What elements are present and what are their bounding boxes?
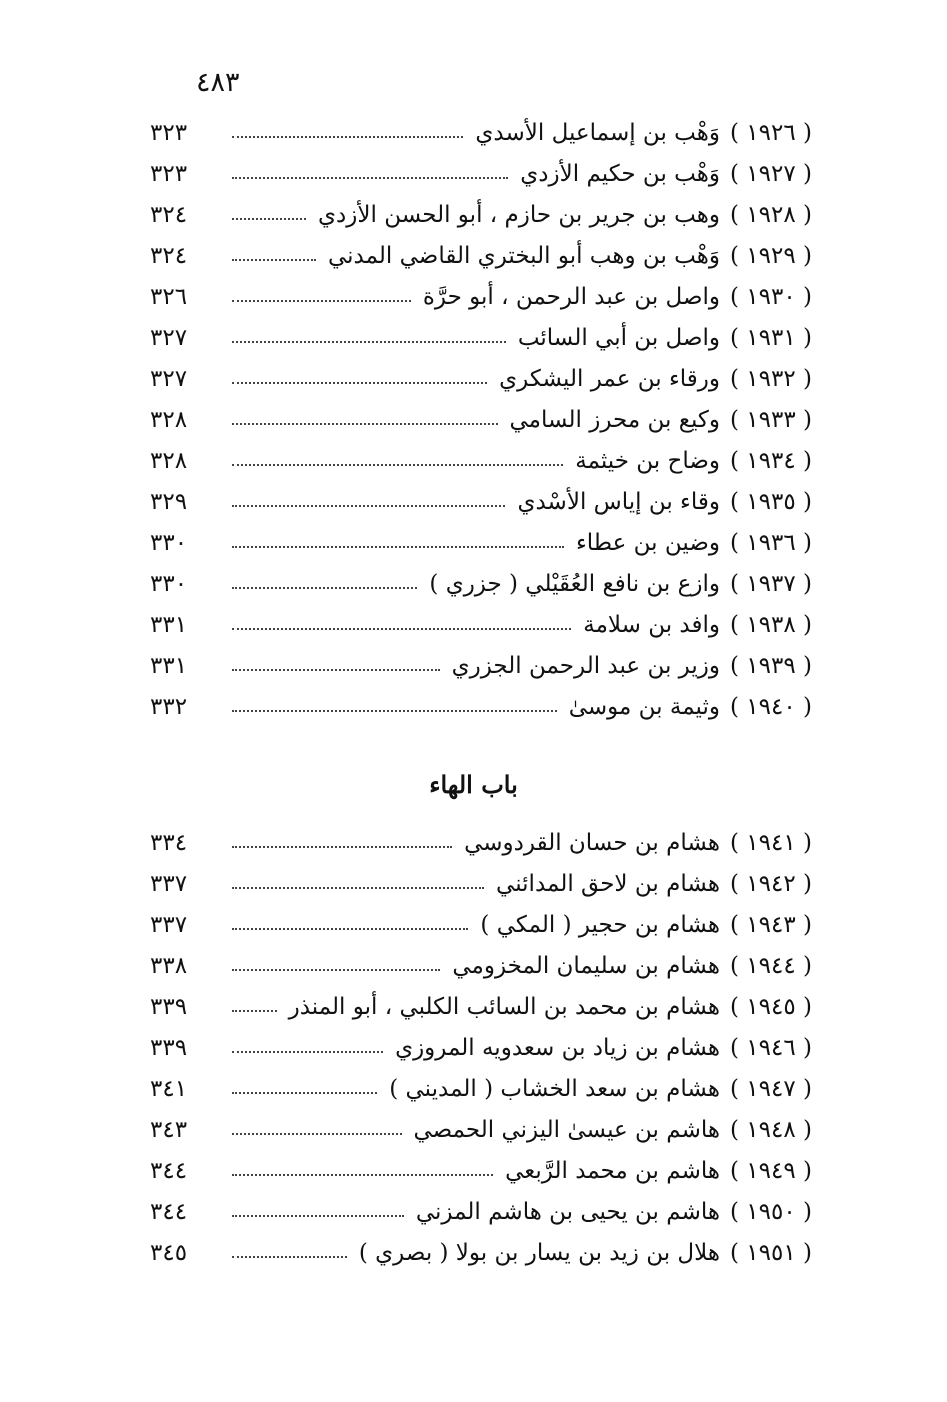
dot-leader	[232, 669, 440, 671]
entry-number: ( ١٩٣٤ )	[729, 447, 812, 474]
index-entry	[150, 235, 812, 276]
entry-name: هشام بن سليمان المخزومي	[452, 952, 720, 979]
index-entry	[150, 440, 812, 481]
entry-name: ورقاء بن عمر اليشكري	[499, 365, 720, 392]
dot-leader	[232, 423, 498, 425]
index-entry	[150, 276, 812, 317]
dot-leader	[232, 628, 571, 630]
entry-page: ٣٣٧	[150, 870, 188, 897]
index-entry	[150, 822, 812, 863]
index-entry	[150, 645, 812, 686]
dot-leader	[232, 505, 505, 507]
entry-page: ٣٣٤	[150, 829, 188, 856]
entry-page: ٣٣٢	[150, 693, 188, 720]
entry-name: وضين بن عطاء	[575, 529, 720, 556]
index-entry	[150, 986, 812, 1027]
entry-number: ( ١٩٥٠ )	[729, 1198, 812, 1225]
entry-page: ٣٢٣	[150, 119, 188, 146]
entry-page: ٣٢٧	[150, 365, 188, 392]
dot-leader	[232, 1092, 377, 1094]
entry-page: ٣٤١	[150, 1075, 188, 1102]
entry-number: ( ١٩٤٤ )	[729, 952, 812, 979]
index-entry	[150, 112, 812, 153]
entry-number: ( ١٩٣٩ )	[729, 652, 812, 679]
entry-page: ٣٢٤	[150, 201, 188, 228]
entry-name: وَهْب بن إسماعيل الأسدي	[475, 119, 720, 146]
entry-name: وقاء بن إياس الأسْدي	[517, 488, 720, 515]
index-entry	[150, 563, 812, 604]
entry-number: ( ١٩٣٠ )	[729, 283, 812, 310]
entry-name: هلال بن زيد بن يسار بن بولا ( بصري )	[358, 1239, 720, 1266]
index-entry	[150, 194, 812, 235]
dot-leader	[232, 382, 487, 384]
entry-name: وهب بن جرير بن حازم ، أبو الحسن الأزدي	[318, 201, 720, 228]
index-entry	[150, 399, 812, 440]
dot-leader	[232, 300, 411, 302]
dot-leader	[232, 846, 452, 848]
entry-name: هشام بن لاحق المدائني	[496, 870, 720, 897]
entry-page: ٣٤٣	[150, 1116, 188, 1143]
page-number: ٤٨٣	[196, 67, 240, 98]
entry-page: ٣٢٨	[150, 406, 188, 433]
entry-name: هشام بن محمد بن السائب الكلبي ، أبو المنذر	[288, 993, 720, 1020]
dot-leader	[232, 710, 557, 712]
entry-number: ( ١٩٤١ )	[729, 829, 812, 856]
index-entry	[150, 863, 812, 904]
index-entry	[150, 358, 812, 399]
dot-leader	[232, 969, 440, 971]
entry-number: ( ١٩٤٩ )	[729, 1157, 812, 1184]
dot-leader	[232, 259, 316, 261]
dot-leader	[232, 1010, 277, 1012]
entry-page: ٣٣٩	[150, 993, 188, 1020]
dot-leader	[232, 887, 484, 889]
index-entry	[150, 1027, 812, 1068]
entry-page: ٣٣١	[150, 611, 188, 638]
entry-page: ٣٣٠	[150, 570, 188, 597]
entry-number: ( ١٩٢٦ )	[729, 119, 812, 146]
index-list-ha	[150, 822, 812, 1273]
entry-number: ( ١٩٤٠ )	[729, 693, 812, 720]
dot-leader	[232, 218, 306, 220]
entry-name: هاشم بن عيسىٰ اليزني الحمصي	[413, 1116, 720, 1143]
index-entry	[150, 522, 812, 563]
entry-page: ٣٣٧	[150, 911, 188, 938]
dot-leader	[232, 928, 468, 930]
entry-page: ٣٣٠	[150, 529, 188, 556]
entry-page: ٣٢٧	[150, 324, 188, 351]
entry-name: وَهْب بن حكيم الأزدي	[520, 160, 720, 187]
entry-page: ٣٤٤	[150, 1157, 188, 1184]
index-list-waw	[150, 112, 812, 727]
dot-leader	[232, 136, 463, 138]
entry-number: ( ١٩٤٣ )	[729, 911, 812, 938]
entry-number: ( ١٩٥١ )	[729, 1239, 812, 1266]
index-entry	[150, 153, 812, 194]
entry-name: هاشم بن محمد الرَّبعي	[505, 1157, 720, 1184]
entry-number: ( ١٩٢٧ )	[729, 160, 812, 187]
entry-name: هاشم بن يحيى بن هاشم المزني	[415, 1198, 720, 1225]
entry-page: ٣٢٩	[150, 488, 188, 515]
entry-name: وافد بن سلامة	[583, 611, 720, 638]
entry-page: ٣٣١	[150, 652, 188, 679]
entry-name: وزير بن عبد الرحمن الجزري	[451, 652, 720, 679]
entry-name: وازع بن نافع العُقَيْلي ( جزري )	[429, 570, 720, 597]
dot-leader	[232, 1133, 402, 1135]
entry-number: ( ١٩٤٧ )	[729, 1075, 812, 1102]
entry-number: ( ١٩٢٩ )	[729, 242, 812, 269]
entry-name: هشام بن سعد الخشاب ( المديني )	[389, 1075, 720, 1102]
entry-number: ( ١٩٢٨ )	[729, 201, 812, 228]
entry-name: هشام بن حسان القردوسي	[464, 829, 720, 856]
index-entry	[150, 1068, 812, 1109]
dot-leader	[232, 1051, 383, 1053]
entry-name: وضاح بن خيثمة	[575, 447, 720, 474]
dot-leader	[232, 546, 564, 548]
dot-leader	[232, 1174, 493, 1176]
entry-name: هشام بن حجير ( المكي )	[480, 911, 720, 938]
entry-name: وَهْب بن وهب أبو البختري القاضي المدني	[327, 242, 720, 269]
entry-page: ٣٢٤	[150, 242, 188, 269]
index-entry	[150, 317, 812, 358]
dot-leader	[232, 177, 508, 179]
dot-leader	[232, 1256, 347, 1258]
entry-page: ٣٢٨	[150, 447, 188, 474]
entry-number: ( ١٩٣٥ )	[729, 488, 812, 515]
entry-number: ( ١٩٤٦ )	[729, 1034, 812, 1061]
index-entry	[150, 481, 812, 522]
entry-number: ( ١٩٣٨ )	[729, 611, 812, 638]
entry-number: ( ١٩٤٢ )	[729, 870, 812, 897]
entry-page: ٣٤٥	[150, 1239, 188, 1266]
entry-number: ( ١٩٣٣ )	[729, 406, 812, 433]
entry-name: وثيمة بن موسىٰ	[568, 693, 720, 720]
entry-name: وكيع بن محرز السامي	[509, 406, 720, 433]
entry-number: ( ١٩٤٨ )	[729, 1116, 812, 1143]
index-entry	[150, 686, 812, 727]
index-entry	[150, 1150, 812, 1191]
dot-leader	[232, 341, 506, 343]
entry-number: ( ١٩٤٥ )	[729, 993, 812, 1020]
entry-page: ٣٣٨	[150, 952, 188, 979]
entry-number: ( ١٩٣٧ )	[729, 570, 812, 597]
dot-leader	[232, 1215, 404, 1217]
entry-page: ٣٣٩	[150, 1034, 188, 1061]
entry-page: ٣٢٣	[150, 160, 188, 187]
dot-leader	[232, 587, 417, 589]
index-entry	[150, 1109, 812, 1150]
dot-leader	[232, 464, 563, 466]
entry-page: ٣٢٦	[150, 283, 188, 310]
index-entry	[150, 945, 812, 986]
entry-number: ( ١٩٣١ )	[729, 324, 812, 351]
index-entry	[150, 1191, 812, 1232]
section-heading: باب الهاء	[429, 770, 518, 799]
entry-name: هشام بن زياد بن سعدويه المروزي	[395, 1034, 720, 1061]
entry-number: ( ١٩٣٦ )	[729, 529, 812, 556]
entry-number: ( ١٩٣٢ )	[729, 365, 812, 392]
index-entry	[150, 904, 812, 945]
entry-page: ٣٤٤	[150, 1198, 188, 1225]
entry-name: واصل بن أبي السائب	[517, 324, 720, 351]
index-entry	[150, 1232, 812, 1273]
index-entry	[150, 604, 812, 645]
entry-name: واصل بن عبد الرحمن ، أبو حرَّة	[422, 283, 720, 310]
